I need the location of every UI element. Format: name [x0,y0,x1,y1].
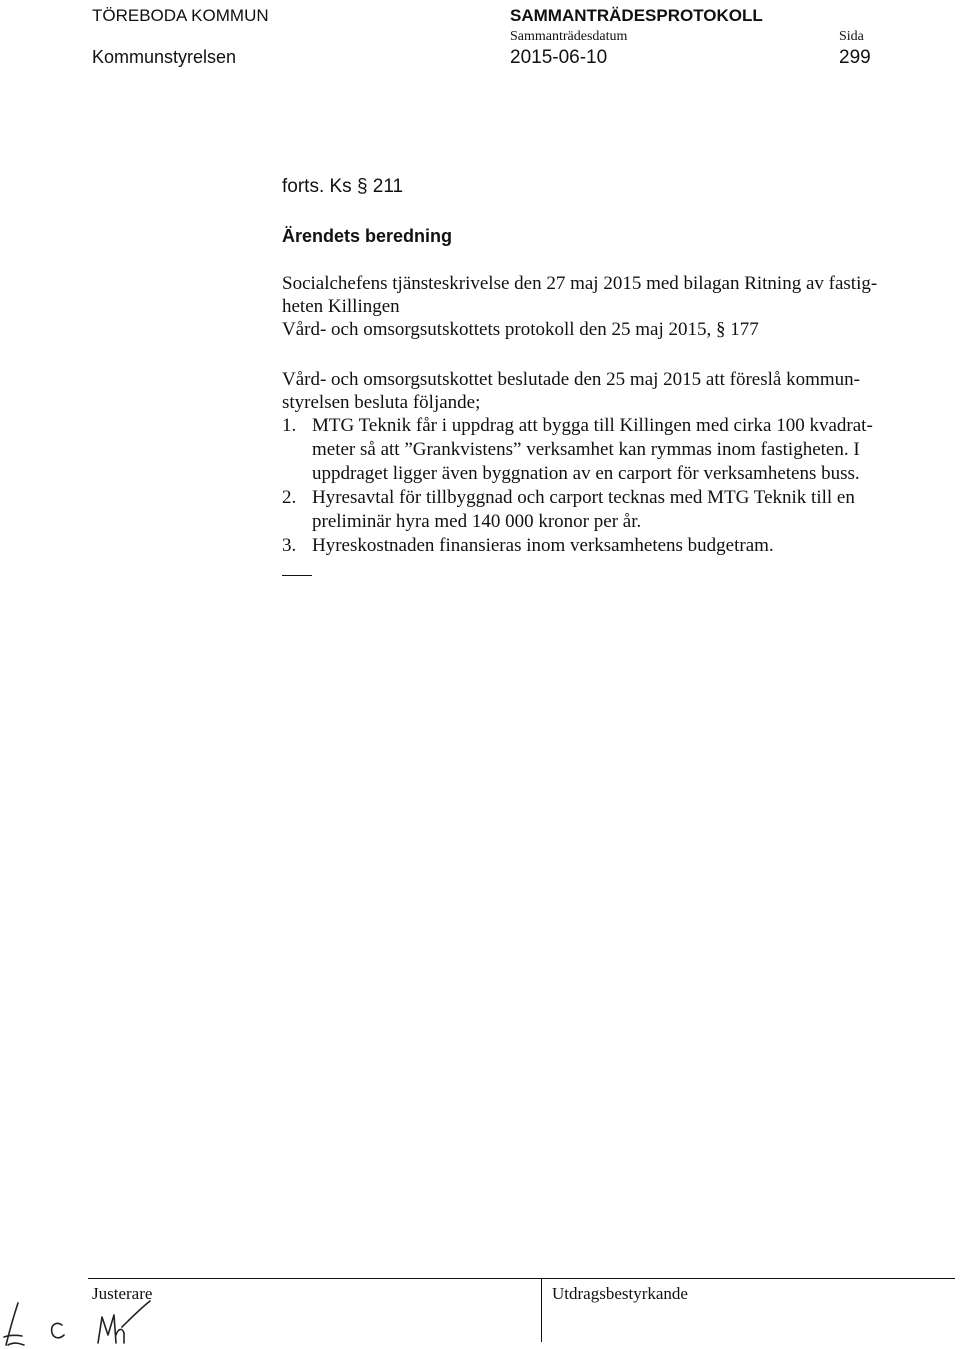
paragraph-line: Vård- och omsorgsutskottets protokoll den 25 maj 2015, § 177 [282,319,759,340]
paragraph-line: Socialchefens tjänsteskrivelse den 27 maj 2015 med bilagan Ritning av fastig- [282,273,878,294]
list-item-line: preliminär hyra med 140 000 kronor per år. [312,511,642,532]
decision-list [282,414,942,558]
continuation-reference: forts. Ks § 211 [282,176,404,197]
page-number: 299 [839,47,871,68]
list-item-line: MTG Teknik får i uppdrag att bygga till Killingen med cirka 100 kvadrat- [312,415,873,436]
list-item-number: 2. [282,487,297,508]
list-item-number: 1. [282,415,297,436]
committee-name: Kommunstyrelsen [92,47,237,67]
list-item [282,534,942,558]
handwritten-initials [0,1295,220,1349]
list-item-line: meter så att ”Grankvistens” verksamhet kan rymmas inom fastigheten. I [312,439,860,460]
list-item [282,486,942,534]
document-type: SAMMANTRÄDESPROTOKOLL [510,6,763,25]
list-item [282,414,942,486]
date-label: Sammanträdesdatum [510,29,628,44]
paragraph-line: styrelsen besluta följande; [282,392,481,413]
utdragsbestyrkande-label: Utdragsbestyrkande [552,1284,688,1303]
meeting-date: 2015-06-10 [510,47,608,68]
list-item-line: Hyreskostnaden finansieras inom verksamhetens budgetram. [312,535,774,556]
list-item-line: uppdraget ligger även byggnation av en carport för verksamhetens buss. [312,463,860,484]
decision-intro-paragraph [282,368,942,414]
footer-divider [541,1278,542,1342]
background-paragraph [282,272,942,341]
justerare-label: Justerare [92,1284,153,1303]
list-item-number: 3. [282,535,297,556]
page-label: Sida [839,29,864,44]
footer-rule [88,1278,955,1279]
municipality-name: TÖREBODA KOMMUN [92,6,269,25]
end-of-section-rule [282,575,312,576]
paragraph-line: Vård- och omsorgsutskottet beslutade den 25 maj 2015 att föreslå kommun- [282,369,860,390]
paragraph-line: heten Killingen [282,296,400,317]
section-heading: Ärendets beredning [282,226,453,246]
list-item-line: Hyresavtal för tillbyggnad och carport tecknas med MTG Teknik till en [312,487,855,508]
